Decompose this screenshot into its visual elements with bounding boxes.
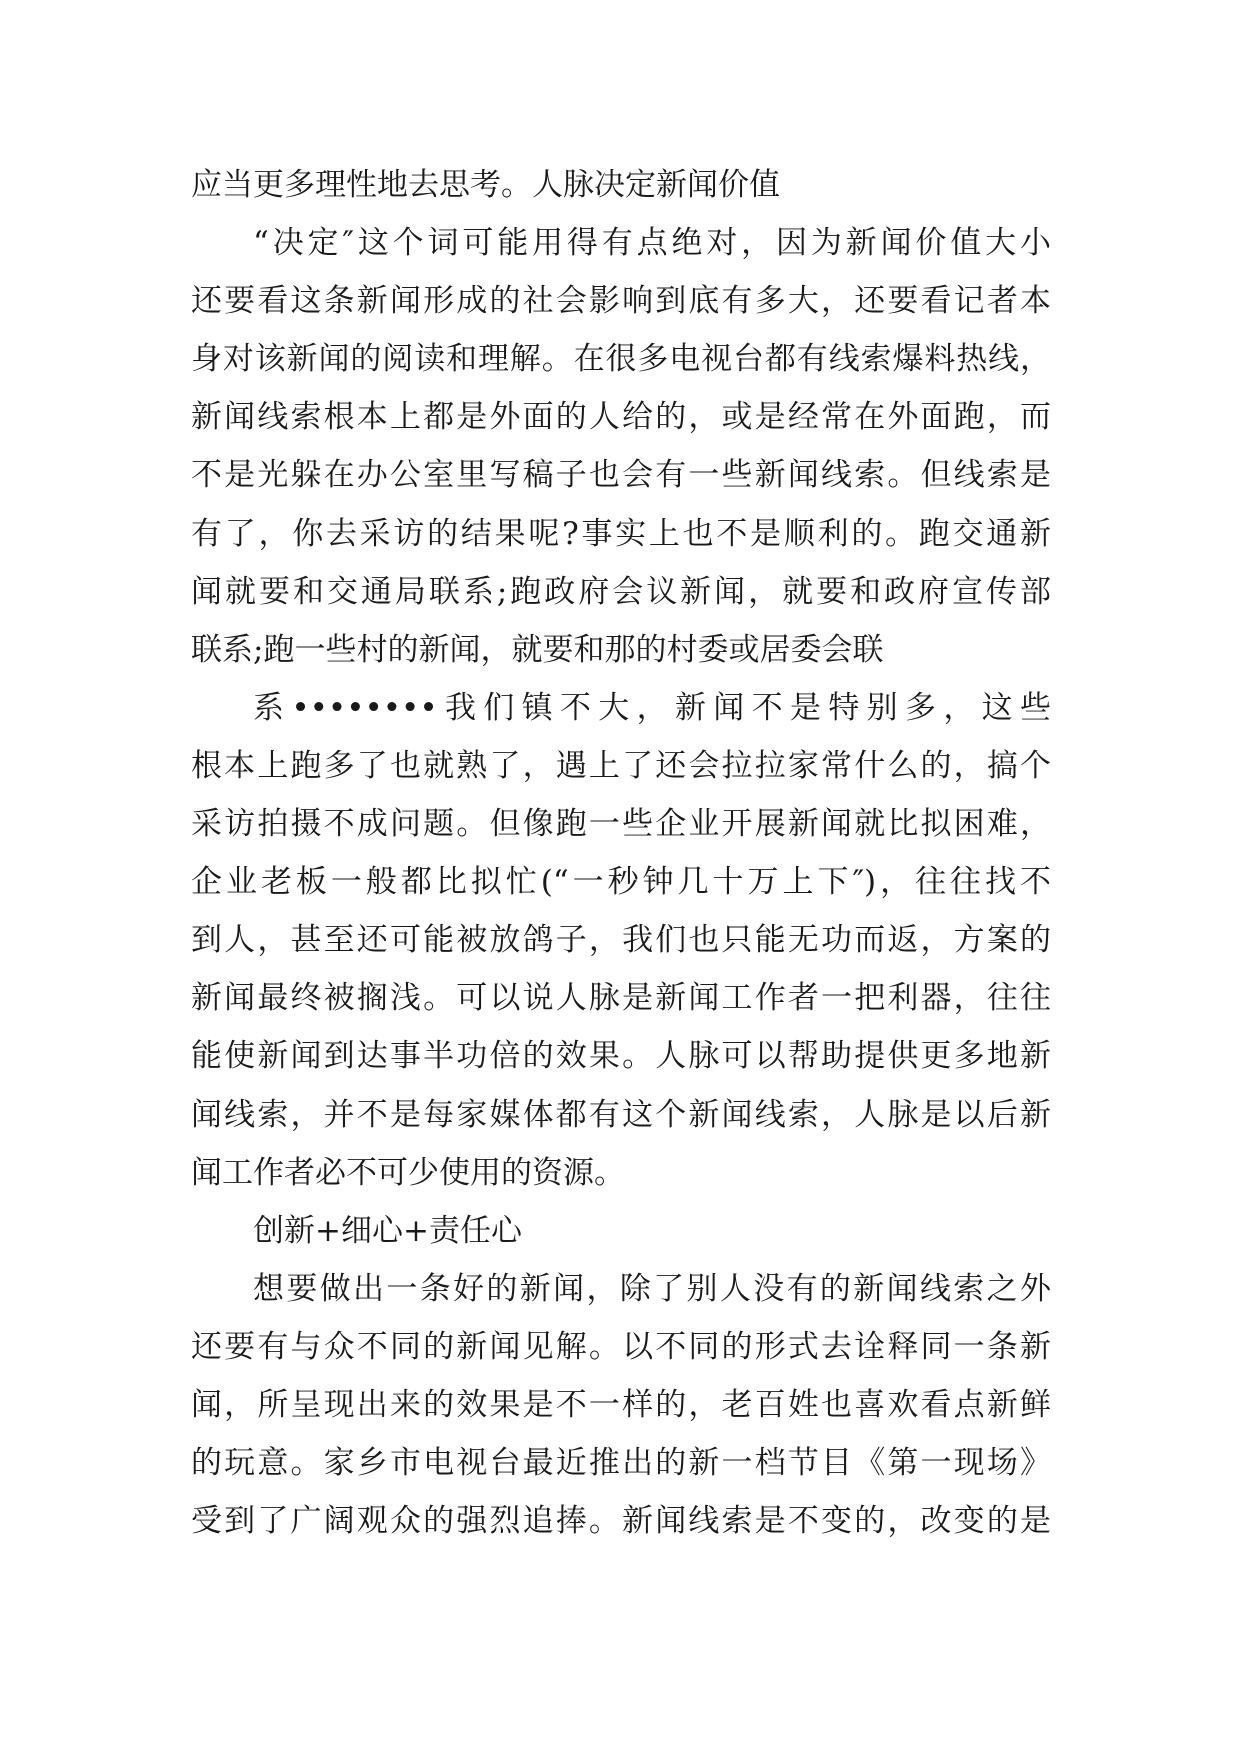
- document-body: [191, 156, 1051, 1550]
- text-line: 闻就要和交通局联系;跑政府会议新闻，就要和政府宣传部: [191, 573, 1051, 610]
- text-line: 新闻线索根本上都是外面的人给的，或是经常在外面跑，而: [191, 399, 1051, 436]
- text-line: 联系;跑一些村的新闻，就要和那的村委或居委会联: [191, 631, 884, 668]
- text-line: 新闻最终被搁浅。可以说人脉是新闻工作者一把利器，往往: [191, 980, 1051, 1017]
- text-line: 受到了广阔观众的强烈追捧。新闻线索是不变的，改变的是: [191, 1503, 1051, 1540]
- text-line: 创新+细心+责任心: [253, 1212, 522, 1249]
- text-line: 还要有与众不同的新闻见解。以不同的形式去诠释同一条新: [191, 1328, 1051, 1365]
- text-line: 闻工作者必不可少使用的资源。: [191, 1154, 625, 1191]
- text-line: 还要看这条新闻形成的社会影响到底有多大，还要看记者本: [191, 283, 1051, 320]
- text-line: 闻，所呈现出来的效果是不一样的，老百姓也喜欢看点新鲜: [191, 1386, 1051, 1423]
- text-line: 的玩意。家乡市电视台最近推出的新一档节目《第一现场》: [191, 1445, 1051, 1482]
- text-line: 身对该新闻的阅读和理解。在很多电视台都有线索爆料热线，: [191, 341, 1051, 378]
- text-line: 不是光躲在办公室里写稿子也会有一些新闻线索。但线索是: [191, 457, 1051, 494]
- text-line: 闻线索，并不是每家媒体都有这个新闻线索，人脉是以后新: [191, 1096, 1051, 1133]
- text-line: 采访拍摄不成问题。但像跑一些企业开展新闻就比拟困难，: [191, 806, 1051, 843]
- text-line: 系••••••••我们镇不大，新闻不是特别多，这些: [253, 689, 1051, 726]
- text-line: “决定″这个词可能用得有点绝对，因为新闻价值大小: [253, 225, 1051, 262]
- text-line: 应当更多理性地去思考。人脉决定新闻价值: [191, 167, 780, 203]
- text-line: 企业老板一般都比拟忙(“一秒钟几十万上下″)，往往找不: [191, 864, 1051, 901]
- text-line: 有了，你去采访的结果呢?事实上也不是顺利的。跑交通新: [191, 515, 1051, 552]
- text-line: 想要做出一条好的新闻，除了别人没有的新闻线索之外: [253, 1270, 1051, 1307]
- text-line: 根本上跑多了也就熟了，遇上了还会拉拉家常什么的，搞个: [191, 747, 1051, 784]
- text-line: 到人，甚至还可能被放鸽子，我们也只能无功而返，方案的: [191, 922, 1051, 959]
- text-line: 能使新闻到达事半功倍的效果。人脉可以帮助提供更多地新: [191, 1038, 1051, 1075]
